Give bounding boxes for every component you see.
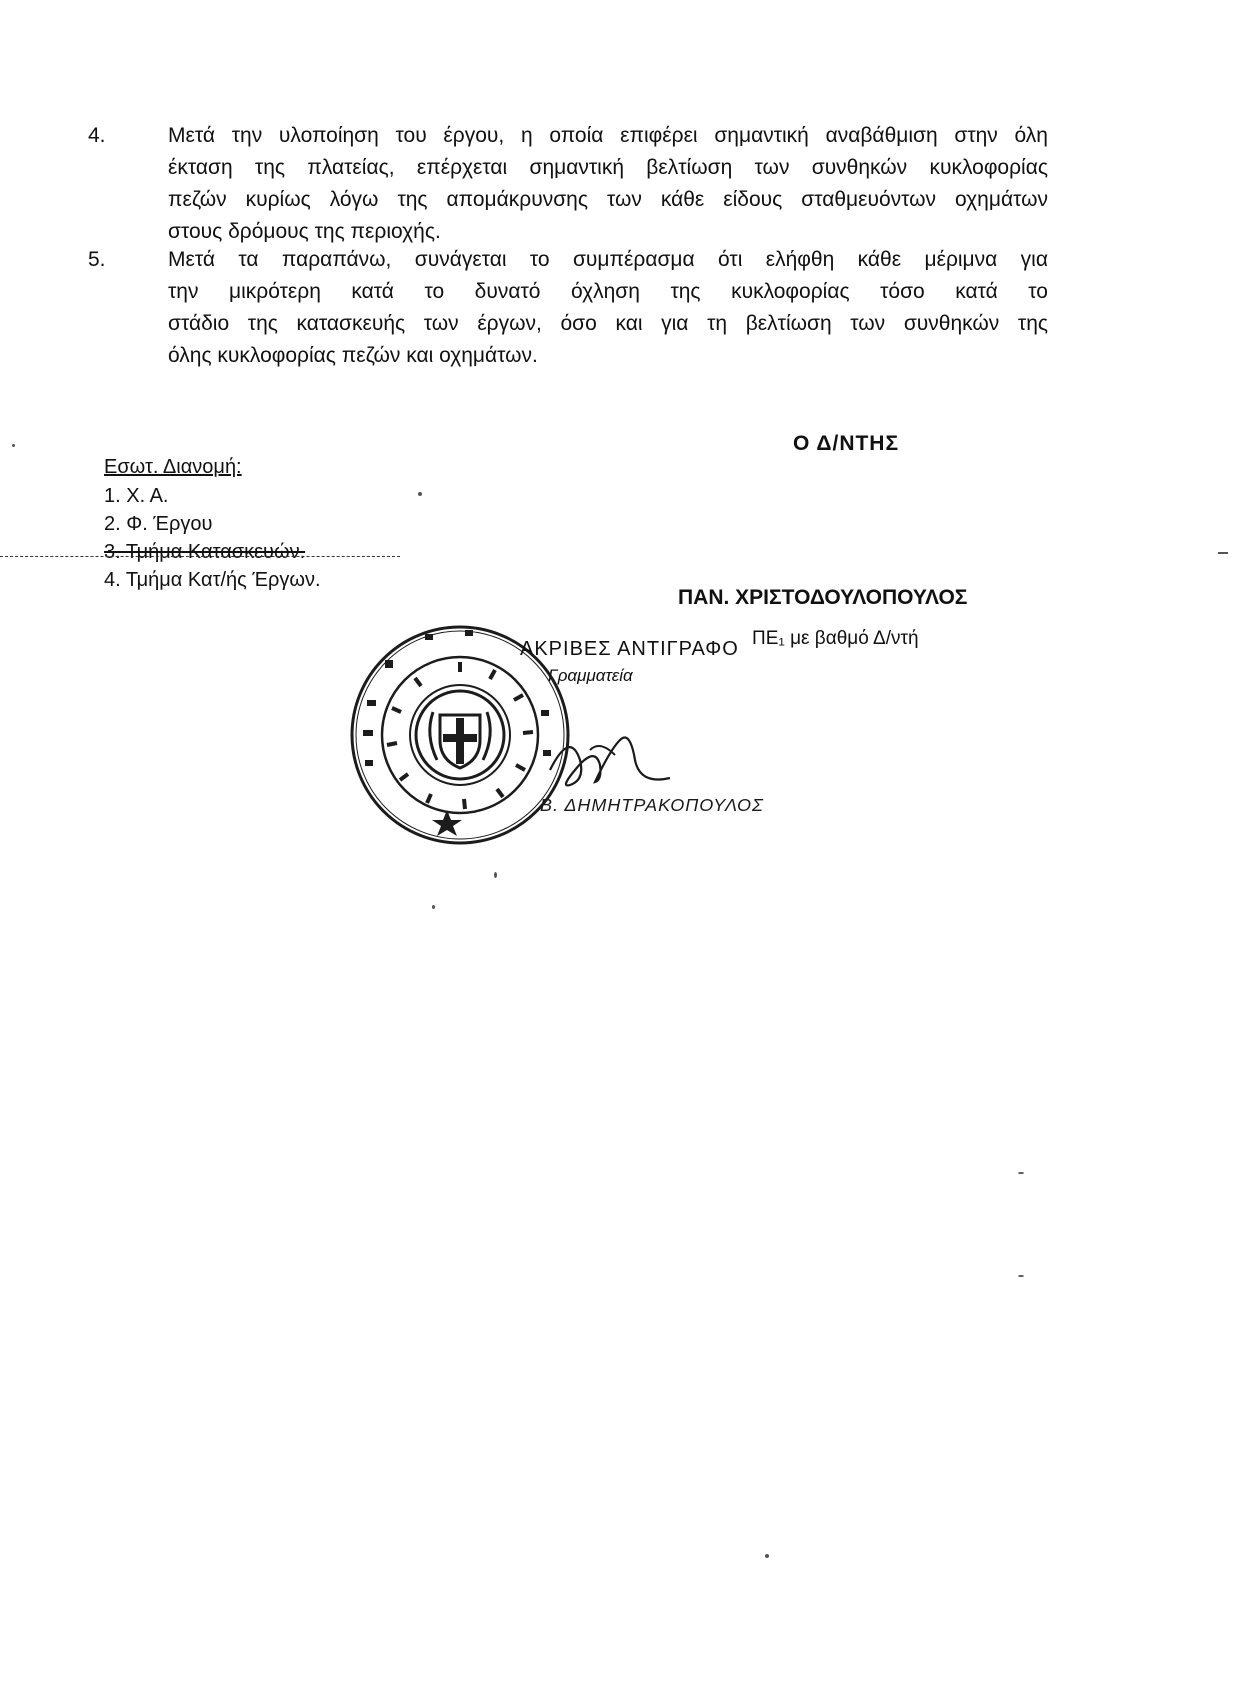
signatory-handwritten-name: Β. ΔΗΜΗΤΡΑΚΟΠΟΥΛΟΣ [540, 795, 764, 815]
certified-copy-secretariat: Γραμματεία [548, 666, 633, 685]
scan-speck [1018, 1172, 1024, 1174]
distribution-heading: Εσωτ. Διανομή: [104, 456, 242, 478]
text-line: έκταση της πλατείας, επέρχεται σημαντική βελτίωση των συνθηκών κυκλοφορίας [168, 156, 1048, 179]
distribution-item: 2. Φ. Έργου [104, 513, 213, 535]
paragraph-number: 4. [88, 124, 106, 147]
scan-speck [494, 872, 497, 878]
paragraph-number: 5. [88, 248, 106, 271]
scan-speck [1218, 552, 1228, 554]
strike-line [0, 556, 400, 557]
text-line: πεζών κυρίως λόγω της απομάκρυνσης των κάθε είδους σταθμευόντων οχημάτων [168, 188, 1048, 211]
paragraph-text [168, 244, 1048, 372]
scan-speck [432, 905, 435, 909]
director-title: Ο Δ/ΝΤΗΣ [793, 432, 900, 455]
handwritten-signature-icon [540, 710, 680, 800]
text-line: Μετά την υλοποίηση του έργου, η οποία επιφέρει σημαντική αναβάθμιση στην όλη [168, 124, 1048, 147]
text-line: στάδιο της κατασκευής των έργων, όσο και για τη βελτίωση των συνθηκών της [168, 312, 1048, 335]
text-line: την μικρότερη κατά το δυνατό όχληση της κυκλοφορίας τόσο κατά το [168, 280, 1048, 303]
distribution-item: 1. Χ. Α. [104, 485, 169, 507]
paragraph-text [168, 120, 1048, 248]
distribution-item-struck: 3. Τμήμα Κατασκευών. [104, 541, 306, 563]
scan-speck [1018, 1275, 1024, 1277]
distribution-item: 4. Τμήμα Κατ/ής Έργων. [104, 569, 321, 591]
signer-name: ΠΑΝ. ΧΡΙΣΤΟΔΟΥΛΟΠΟΥΛΟΣ [678, 586, 968, 609]
text-line: όλης κυκλοφορίας πεζών και οχημάτων. [168, 344, 538, 367]
text-line: Μετά τα παραπάνω, συνάγεται το συμπέρασμα ότι ελήφθη κάθε μέριμνα για [168, 248, 1048, 271]
scan-speck [765, 1554, 769, 1558]
certified-copy-label: ΑΚΡΙΒΕΣ ΑΝΤΙΓΡΑΦΟ [520, 638, 739, 660]
text-line: στους δρόμους της περιοχής. [168, 220, 441, 243]
internal-distribution [104, 452, 464, 594]
scan-speck [418, 492, 422, 496]
signer-rank: ΠΕ₁ με βαθμό Δ/ντή [752, 628, 919, 649]
scan-speck [12, 444, 15, 447]
